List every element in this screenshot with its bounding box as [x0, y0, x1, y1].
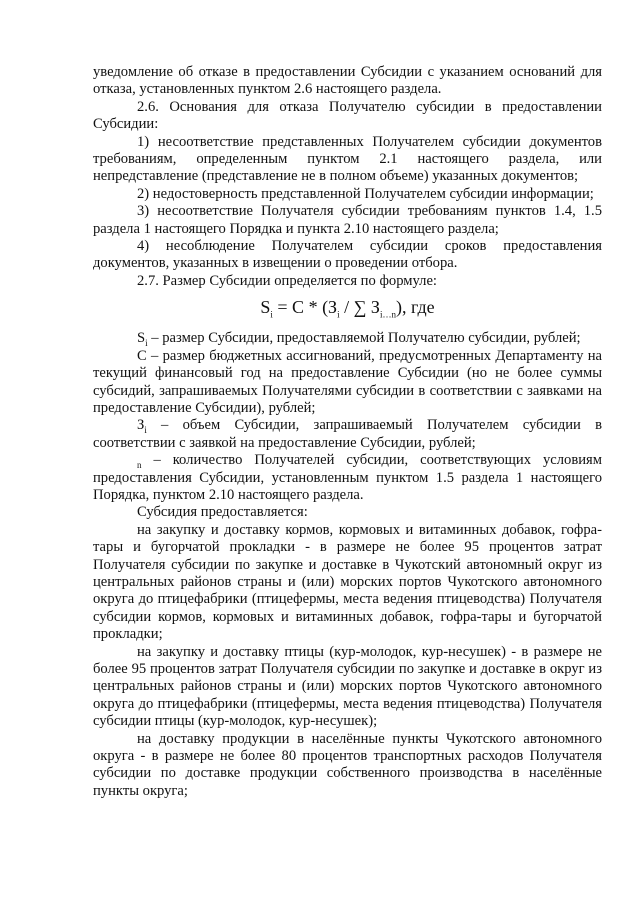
- paragraph-2-6-heading: 2.6. Основания для отказа Получателю субсидии в предоставлении Субсидии:: [93, 98, 602, 133]
- definition-c: С – размер бюджетных ассигнований, предусмотренных Департаменту на текущий финансовый год на предоставление Субсидии (но не более суммы субсидий, запрашиваемых Получателями субсидии в соответствии с заявками на предоставление Субсидии), рублей;: [93, 347, 602, 416]
- definition-z-text: – объем Субсидии, запрашиваемый Получателем субсидии в соответствии с заявкой на предоставление Субсидии, рублей;: [93, 417, 602, 451]
- formula-s: S: [260, 297, 271, 318]
- paragraph-2-6-item-1: 1) несоответствие представленных Получателем субсидии документов требованиям, определенным пунктом 2.1 настоящего раздела, или непредставление (представление не в полном объеме) указанных документов;: [93, 133, 602, 185]
- paragraph-product-delivery: на доставку продукции в населённые пункты Чукотского автономного округа - в размере не более 80 процентов транспортных расходов Получателя субсидии по доставке продукции собственного производства в населённые пункты округа;: [93, 730, 602, 799]
- subsidy-formula: [93, 294, 602, 320]
- definition-z-sub: i: [144, 425, 147, 436]
- formula-z-sub: i: [337, 309, 340, 320]
- formula-sum: / ∑ З: [339, 297, 380, 318]
- paragraph-refusal-notice: уведомление об отказе в предоставлении Субсидии с указанием оснований для отказа, установленных пунктом 2.6 настоящего раздела.: [93, 64, 602, 98]
- formula-mid: = С * (З: [272, 297, 338, 318]
- paragraph-2-6-item-2: 2) недостоверность представленной Получателем субсидии информации;: [137, 185, 594, 202]
- definition-n-text: – количество Получателей субсидии, соответствующих условиям предоставления Субсидии, установленным пунктом 1.5 раздела 1 настоящего Порядка, пунктом 2.10 настоящего раздела.: [93, 452, 602, 503]
- definition-z-symbol: З: [137, 417, 145, 434]
- definition-z: [93, 417, 602, 452]
- paragraph-2-6-item-3: 3) несоответствие Получателя субсидии требованиям пунктов 1.4, 1.5 раздела 1 настоящего Порядка и пункта 2.10 настоящего раздела;: [93, 203, 602, 237]
- paragraph-feed-purchase: на закупку и доставку кормов, кормовых и витаминных добавок, гофра-тары и бугорчатой прокладки - в размере не более 95 процентов затрат Получателя субсидии по закупке и доставке в Чукотский автономный округ из центральных районов страны и (или) морских портов Чукотского автономного округа до птицефабрики (птицефермы, места ведения птицеводства) Получателя субсидии кормов, кормовых и витаминных добавок, гофра-тары и бугорчатой прокладки;: [93, 521, 602, 643]
- formula-sum-sub: i…n: [379, 309, 396, 320]
- document-page: [93, 64, 602, 800]
- formula-end: ), где: [395, 297, 435, 318]
- definition-s-symbol: S: [137, 330, 146, 347]
- paragraph-2-6-item-4: 4) несоблюдение Получателем субсидии сроков предоставления документов, указанных в извещении о проведении отбора.: [93, 238, 602, 272]
- paragraph-subsidy-given: Субсидия предоставляется:: [137, 504, 308, 521]
- definition-n-sub: n: [137, 460, 142, 471]
- paragraph-birds-purchase: на закупку и доставку птицы (кур-молодок, кур-несушек) - в размере не более 95 процентов затрат Получателя субсидии по закупке и доставке в округ из центральных районов страны и (или) морских портов Чукотского автономного округа до птицефабрики (птицефермы, места ведения птицеводства) Получателя субсидии птицы (кур-молодок, кур-несушек);: [93, 643, 602, 730]
- definition-s-sub: i: [145, 338, 148, 349]
- definition-n: [93, 452, 602, 504]
- definition-s-text: – размер Субсидии, предоставляемой Получателю субсидии, рублей;: [147, 330, 581, 347]
- formula-s-sub: i: [270, 309, 273, 320]
- paragraph-2-7-heading: 2.7. Размер Субсидии определяется по формуле:: [137, 272, 437, 289]
- definition-s: [93, 330, 602, 347]
